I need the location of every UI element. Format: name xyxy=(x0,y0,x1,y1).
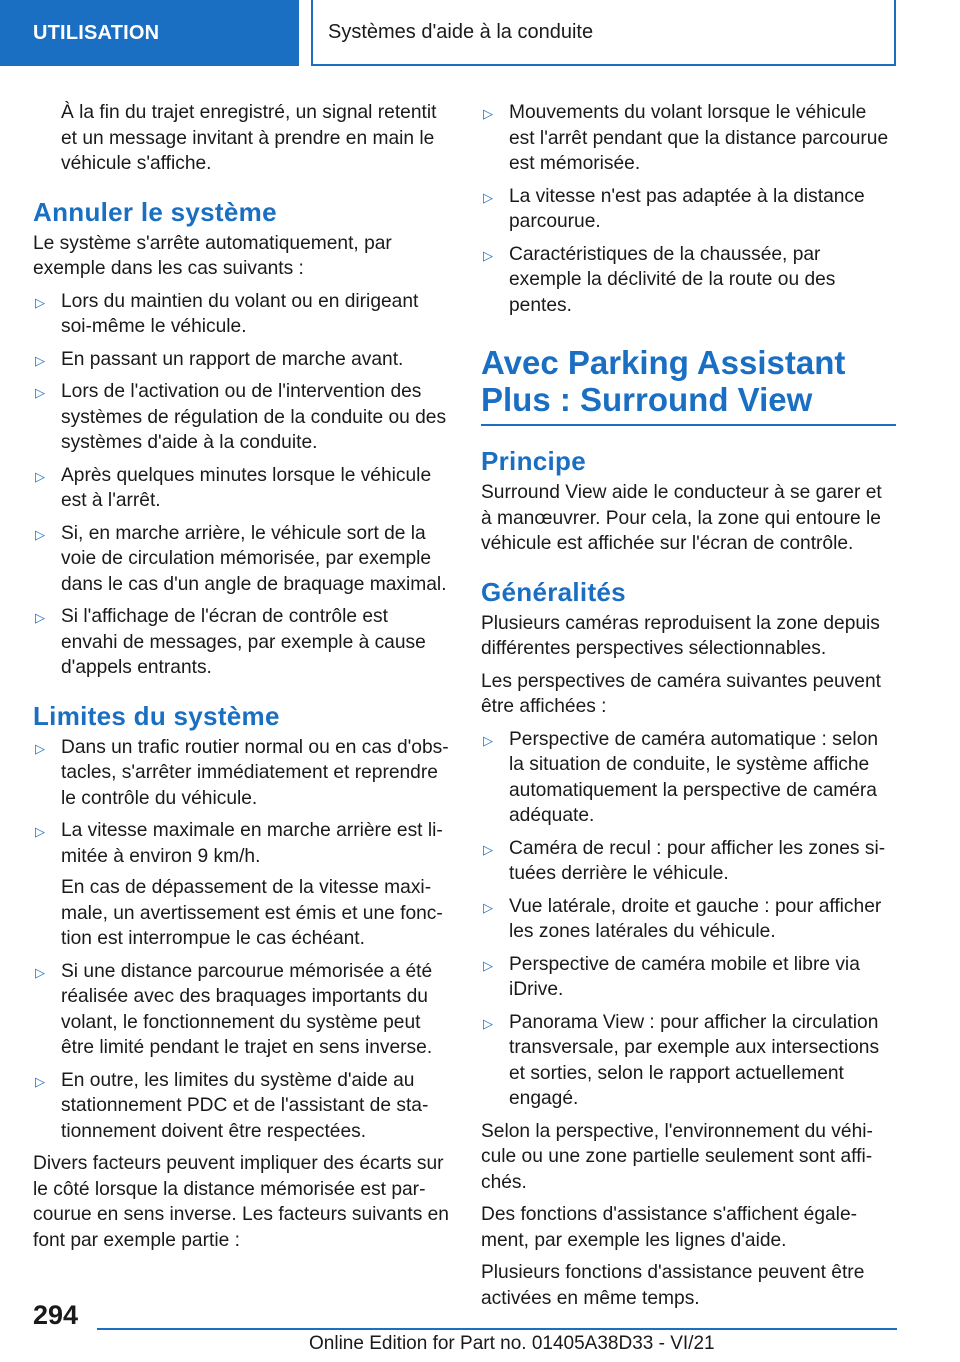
chapter-title: Systèmes d'aide à la conduite xyxy=(311,0,896,66)
list-item: ▷ Perspective de caméra mobile et libre via iDrive. xyxy=(483,953,860,1000)
cancel-system-list xyxy=(33,289,449,681)
section-title: UTILISATION xyxy=(0,0,299,66)
list-item: ▷ Si l'affichage de l'écran de contrôle est envahi de messages, par exemple à cause d'appels entrants. xyxy=(35,606,426,678)
general-paragraph: Selon la perspective, l'environnement du véhicule ou une zone partielle seulement sont affichés. xyxy=(481,1120,873,1193)
footer-divider xyxy=(97,1328,897,1330)
general-paragraph: Plusieurs fonctions d'assistance peuvent être activées en même temps. xyxy=(481,1262,865,1309)
edition-label: Online Edition for Part no. 01405A38D33 - VI/21 xyxy=(309,1333,715,1354)
principle-heading: Principe xyxy=(481,446,586,476)
list-item: ▷ Lors de l'activation ou de l'intervention des systèmes de régulation de la conduite ou des systèmes d'aide à la conduite. xyxy=(35,381,447,453)
general-paragraph: Plusieurs caméras reproduisent la zone depuis différentes perspectives sélectionnables. xyxy=(481,612,880,659)
camera-perspectives-list xyxy=(481,727,896,1112)
principle-text: Surround View aide le conducteur à se garer et à manœuvrer. Pour cela, la zone qui entoure le véhicule est affichée sur l'écran de contrôle. xyxy=(481,482,882,554)
triangle-bullet-icon: ▷ xyxy=(483,841,493,857)
speed-note: En cas de dépassement de la vitesse maximale, un avertissement est émis et une fonction est interrompue le cas échéant. xyxy=(61,877,443,949)
list-item: ▷ Mouvements du volant lorsque le véhicule est l'arrêt pendant que la distance parcourue est mémorisée. xyxy=(483,102,889,174)
list-item: ▷ La vitesse n'est pas adaptée à la distance parcourue. xyxy=(483,185,865,232)
surround-view-heading: Avec Parking Assistant Plus : Surround View xyxy=(481,344,896,426)
cancel-system-heading: Annuler le système xyxy=(33,196,277,227)
list-item: ▷ Dans un trafic routier normal ou en cas d'obstacles, s'arrêter immédiatement et reprendre le contrôle du véhicule. xyxy=(35,736,449,809)
cancel-system-text: Le système s'arrête automatiquement, par exemple dans les cas suivants : xyxy=(33,232,392,279)
list-item: ▷ Caméra de recul : pour afficher les zones situées derrière le véhicule. xyxy=(483,837,886,884)
triangle-bullet-icon: ▷ xyxy=(483,247,493,263)
triangle-bullet-icon: ▷ xyxy=(35,824,45,839)
list-item: ▷ Perspective de caméra automatique : selon la situation de conduite, le système affiche automatiquement la perspective de caméra adéquate. xyxy=(483,728,879,826)
list-item: ▷ Lors du maintien du volant ou en dirigeant soi-même le véhicule. xyxy=(35,290,419,337)
general-paragraph: Les perspectives de caméra suivantes peuvent être affichées : xyxy=(481,670,881,717)
triangle-bullet-icon: ▷ xyxy=(35,610,45,625)
list-item: ▷ Caractéristiques de la chaussée, par exemple la déclivité de la route ou des pentes. xyxy=(483,243,836,316)
system-limits-list xyxy=(33,735,449,1145)
triangle-bullet-icon: ▷ xyxy=(35,740,45,756)
triangle-bullet-icon: ▷ xyxy=(35,964,45,980)
general-heading: Généralités xyxy=(481,576,626,607)
triangle-bullet-icon: ▷ xyxy=(35,385,45,400)
triangle-bullet-icon: ▷ xyxy=(483,189,493,205)
list-item: ▷ Vue latérale, droite et gauche : pour afficher les zones latérales du véhicule. xyxy=(483,895,882,942)
triangle-bullet-icon: ▷ xyxy=(483,106,493,121)
triangle-bullet-icon: ▷ xyxy=(483,899,493,915)
list-item: ▷ En outre, les limites du système d'aide au stationnement PDC et de l'assistant de stationnement doivent être respectées. xyxy=(35,1069,429,1142)
right-column xyxy=(481,100,896,1318)
triangle-bullet-icon: ▷ xyxy=(35,352,45,368)
deviation-factors-list xyxy=(481,100,896,318)
triangle-bullet-icon: ▷ xyxy=(483,957,493,973)
left-column xyxy=(33,100,449,1260)
list-item: ▷ Si, en marche arrière, le véhicule sort de la voie de circulation mémorisée, par exemple dans le cas d'un angle de braquage maximal. xyxy=(35,522,447,595)
triangle-bullet-icon: ▷ xyxy=(35,294,45,310)
list-item: ▷ Après quelques minutes lorsque le véhicule est à l'arrêt. xyxy=(35,464,432,511)
triangle-bullet-icon: ▷ xyxy=(483,1015,493,1031)
list-item: ▷ Panorama View : pour afficher la circulation transversale, par exemple aux intersections et sorties, selon le rapport actuellement engagé. xyxy=(483,1011,880,1109)
list-item: ▷ Si une distance parcourue mémorisée a été réalisée avec des braquages importants du volant, le fonctionnement du système peut être limité pendant le trajet en sens inverse. xyxy=(35,960,433,1058)
deviation-factors-text: Divers facteurs peuvent impliquer des écarts sur le côté lorsque la distance mémorisée est parcourue en sens inverse. Les facteurs suivants en font par exemple partie : xyxy=(33,1153,449,1251)
page-header xyxy=(0,0,960,66)
intro-paragraph: À la fin du trajet enregistré, un signal retentit et un message invitant à prendre en main le véhicule s'affiche. xyxy=(61,102,437,174)
list-item: ▷ La vitesse maximale en marche arrière est limitée à environ 9 km/h. En cas de dépassement de la vitesse maximale, un avertissement est émis et une fonction est interrompue le cas échéant. xyxy=(33,818,449,952)
general-paragraph: Des fonctions d'assistance s'affichent également, par exemple les lignes d'aide. xyxy=(481,1204,858,1251)
system-limits-heading: Limites du système xyxy=(33,700,280,731)
triangle-bullet-icon: ▷ xyxy=(483,732,493,748)
triangle-bullet-icon: ▷ xyxy=(35,468,45,484)
page-number: 294 xyxy=(33,1300,79,1330)
list-item: ▷ En passant un rapport de marche avant. xyxy=(33,347,449,373)
triangle-bullet-icon: ▷ xyxy=(35,526,45,542)
triangle-bullet-icon: ▷ xyxy=(35,1073,45,1089)
